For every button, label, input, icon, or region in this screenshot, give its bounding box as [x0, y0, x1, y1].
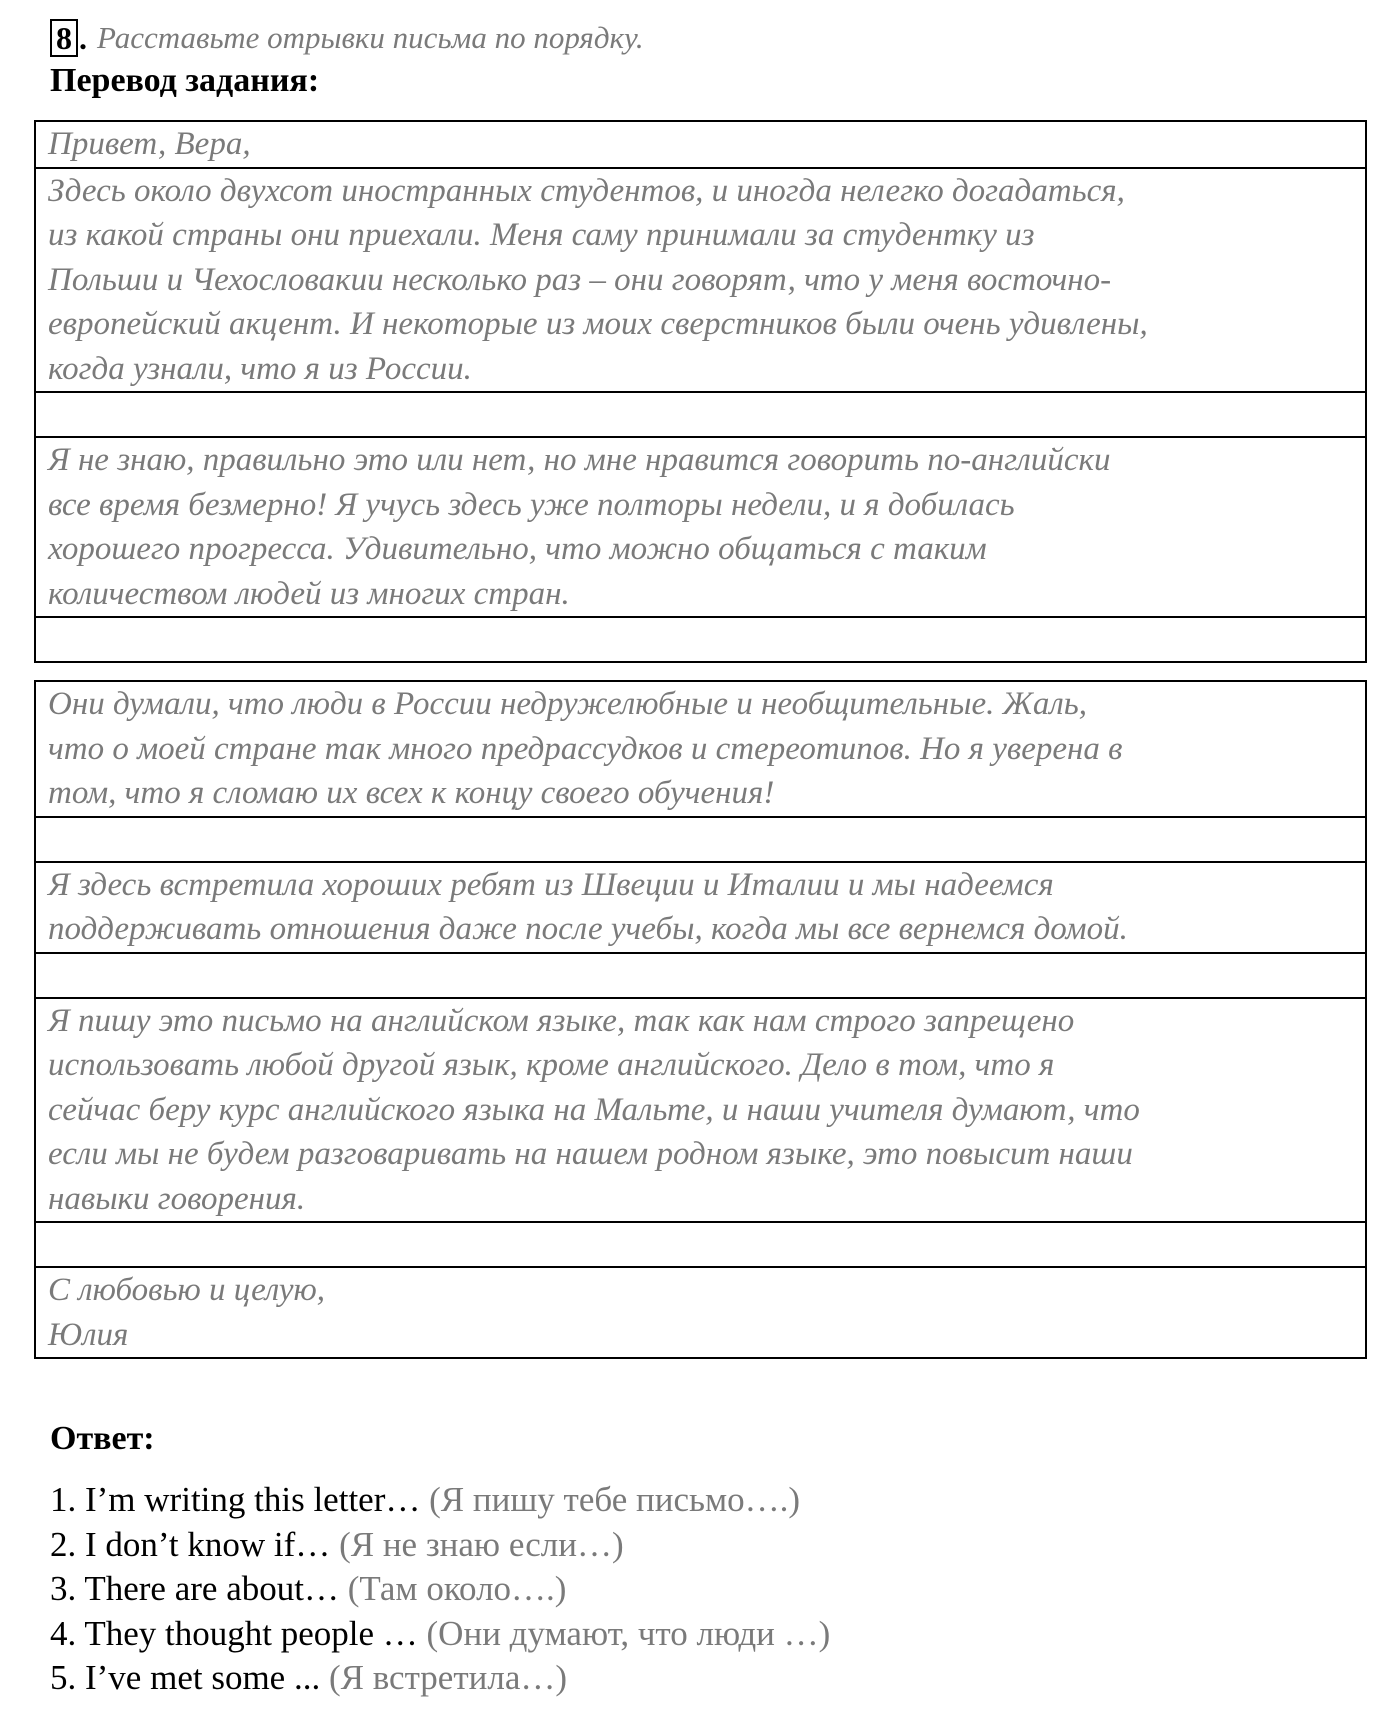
- letter-greeting: Привет, Вера,: [48, 126, 251, 162]
- letter-table-part-1: [34, 120, 1367, 663]
- text-line: европейский акцент. И некоторые из моих сверстников были очень удивлены,: [48, 306, 1148, 342]
- text-line: что о моей стране так много предрассудков и стереотипов. Но я уверена в: [48, 730, 1123, 767]
- answer-heading: Ответ:: [50, 1420, 155, 1457]
- letter-greeting-cell: [35, 121, 1366, 168]
- empty-row: [35, 392, 1366, 437]
- answer-item: [50, 1523, 830, 1568]
- answer-text: 5. I’ve met some ...: [50, 1658, 329, 1697]
- answer-text: 4. They thought people …: [50, 1613, 427, 1653]
- letter-paragraph-cell: [35, 437, 1366, 617]
- empty-cell: [35, 1222, 1366, 1267]
- letter-closing-cell: [35, 1267, 1366, 1358]
- text-line: из какой страны они приехали. Меня саму принимали за студентку из: [48, 217, 1035, 253]
- answer-hint: (Я не знаю если…): [339, 1524, 624, 1564]
- answer-text: 3. There are about…: [50, 1569, 348, 1608]
- text-line: Здесь около двухсот иностранных студентов, и иногда нелегко догадаться,: [48, 172, 1125, 209]
- answer-item: [50, 1612, 830, 1657]
- answer-list: [50, 1478, 830, 1701]
- letter-row: [35, 437, 1366, 617]
- letter-paragraph-cell: [35, 862, 1366, 953]
- answer-hint: (Они думают, что люди …): [426, 1613, 831, 1653]
- letter-row: [35, 121, 1366, 168]
- task-instruction: Расставьте отрывки письма по порядку.: [97, 20, 644, 55]
- text-line: хорошего прогресса. Удивительно, что можно общаться с таким: [48, 531, 987, 567]
- text-line: Польши и Чехословакии несколько раз – они говорят, что у меня восточно-: [48, 261, 1112, 298]
- answer-text: 1. I’m writing this letter…: [50, 1480, 430, 1519]
- answer-item: [50, 1478, 830, 1523]
- translation-heading: Перевод задания:: [50, 62, 320, 99]
- letter-signature: Юлия: [48, 1316, 129, 1353]
- text-line: поддерживать отношения даже после учебы, когда мы все вернемся домой.: [48, 911, 1128, 947]
- text-line: навыки говорения.: [48, 1180, 306, 1217]
- letter-row: [35, 681, 1366, 817]
- empty-cell: [35, 953, 1366, 998]
- empty-row: [35, 953, 1366, 998]
- letter-paragraph-cell: [35, 998, 1366, 1223]
- text-line: Они думали, что люди в России недружелюбные и необщительные. Жаль,: [48, 686, 1088, 722]
- letter-row: [35, 1267, 1366, 1358]
- text-line: сейчас беру курс английского языка на Мальте, и наши учителя думают, что: [48, 1091, 1140, 1128]
- text-line: если мы не будем разговаривать на нашем родном языке, это повысит наши: [48, 1136, 1133, 1172]
- empty-row: [35, 1222, 1366, 1267]
- empty-row: [35, 617, 1366, 662]
- answer-hint: (Там около….): [347, 1569, 567, 1608]
- letter-row: [35, 998, 1366, 1223]
- empty-cell: [35, 617, 1366, 662]
- answer-hint: (Я встретила…): [328, 1658, 568, 1697]
- letter-closing: С любовью и целую,: [48, 1272, 326, 1308]
- text-line: Я здесь встретила хороших ребят из Швеции и Италии и мы надеемся: [48, 866, 1054, 903]
- text-line: все время безмерно! Я учусь здесь уже полторы недели, и я добилась: [48, 486, 1015, 523]
- task-number-dot: .: [79, 19, 87, 56]
- text-line: том, что я сломаю их всех к концу своего обучения!: [48, 775, 775, 811]
- text-line: количеством людей из многих стран.: [48, 575, 570, 612]
- letter-row: [35, 168, 1366, 393]
- text-line: когда узнали, что я из России.: [48, 350, 472, 387]
- answer-item: [50, 1656, 830, 1701]
- letter-table-part-2: [34, 680, 1367, 1359]
- task-number-box: 8: [50, 19, 78, 57]
- answer-text: 2. I don’t know if…: [50, 1524, 340, 1564]
- empty-row: [35, 817, 1366, 862]
- task-header: [50, 18, 644, 58]
- text-line: Я пишу это письмо на английском языке, так как нам строго запрещено: [48, 1002, 1075, 1039]
- answer-item: [50, 1567, 830, 1612]
- empty-cell: [35, 392, 1366, 437]
- empty-cell: [35, 817, 1366, 862]
- answer-hint: (Я пишу тебе письмо….): [429, 1480, 800, 1519]
- text-line: Я не знаю, правильно это или нет, но мне нравится говорить по-английски: [48, 442, 1111, 478]
- letter-paragraph-cell: [35, 168, 1366, 393]
- letter-row: [35, 862, 1366, 953]
- letter-paragraph-cell: [35, 681, 1366, 817]
- text-line: использовать любой другой язык, кроме английского. Дело в том, что я: [48, 1047, 1055, 1083]
